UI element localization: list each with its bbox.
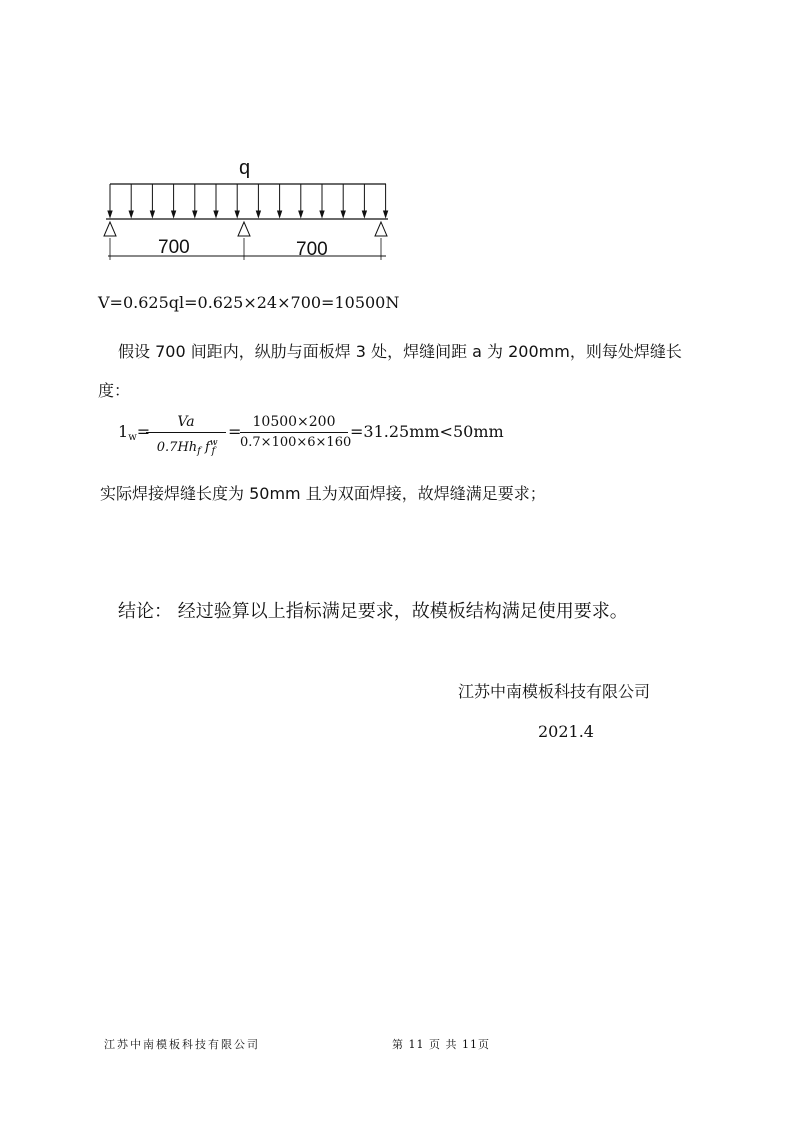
span-left-label: 700	[158, 237, 190, 258]
paragraph-1-line-1: 假设 700 间距内，纵肋与面板焊 3 处，焊缝间距 a 为 200mm，则每处焊缝长	[118, 342, 682, 361]
fraction-2-bar	[240, 432, 348, 433]
footer-page-number: 第 11 页 共 11页	[392, 1038, 490, 1051]
equals-sign-1: =	[136, 422, 151, 441]
load-arrow-head	[384, 211, 388, 217]
load-arrows	[108, 184, 388, 217]
load-arrow-head	[320, 211, 324, 217]
fraction-1-numerator: Va	[177, 414, 195, 430]
den-sub: f	[197, 446, 201, 457]
den-sup: w	[209, 438, 218, 448]
paragraph-1-line-2: 度：	[98, 381, 131, 400]
load-arrow-head	[278, 211, 282, 217]
shear-formula: V=0.625ql=0.625×24×700=10500N	[98, 293, 400, 312]
conclusion: 结论： 经过验算以上指标满足要求，故模板结构满足使用要求。	[118, 601, 628, 622]
footer-company: 江苏中南模板科技有限公司	[104, 1038, 260, 1051]
fraction-2	[240, 413, 352, 452]
signature-company: 江苏中南模板科技有限公司	[458, 682, 651, 701]
load-arrow-head	[299, 211, 303, 217]
support-middle	[238, 222, 250, 236]
lhs-subscript: w	[128, 432, 137, 443]
load-arrow-head	[341, 211, 345, 217]
load-arrow-head	[172, 211, 176, 217]
fraction-2-denominator: 0.7×100×6×160	[240, 435, 352, 450]
fraction-2-numerator: 10500×200	[252, 414, 336, 430]
support-right	[375, 222, 387, 236]
signature-date: 2021.4	[538, 722, 594, 741]
load-arrow-head	[235, 211, 239, 217]
fraction-1-bar	[146, 432, 226, 433]
den-main: 0.7Hh	[156, 440, 198, 455]
load-arrow-head	[108, 211, 112, 217]
load-arrow-head	[129, 211, 133, 217]
formula-result: =31.25mm<50mm	[350, 422, 504, 441]
paragraph-2: 实际焊接焊缝长度为 50mm 且为双面焊接，故焊缝满足要求；	[100, 484, 546, 503]
den-sub2: f	[211, 446, 216, 457]
span-right-label: 700	[296, 239, 328, 260]
load-arrow-head	[362, 211, 366, 217]
lhs-symbol: 1	[118, 422, 129, 441]
den-f: f	[205, 440, 210, 455]
fraction-1-denominator	[146, 434, 226, 461]
support-left	[104, 222, 116, 236]
load-label-q: q	[239, 157, 251, 179]
load-arrow-head	[214, 211, 218, 217]
equals-sign-2: =	[228, 422, 242, 441]
load-arrow-head	[193, 211, 197, 217]
load-arrow-head	[256, 211, 260, 217]
fraction-1	[146, 413, 226, 461]
load-arrow-head	[150, 211, 154, 217]
beam-load-diagram	[98, 152, 398, 267]
